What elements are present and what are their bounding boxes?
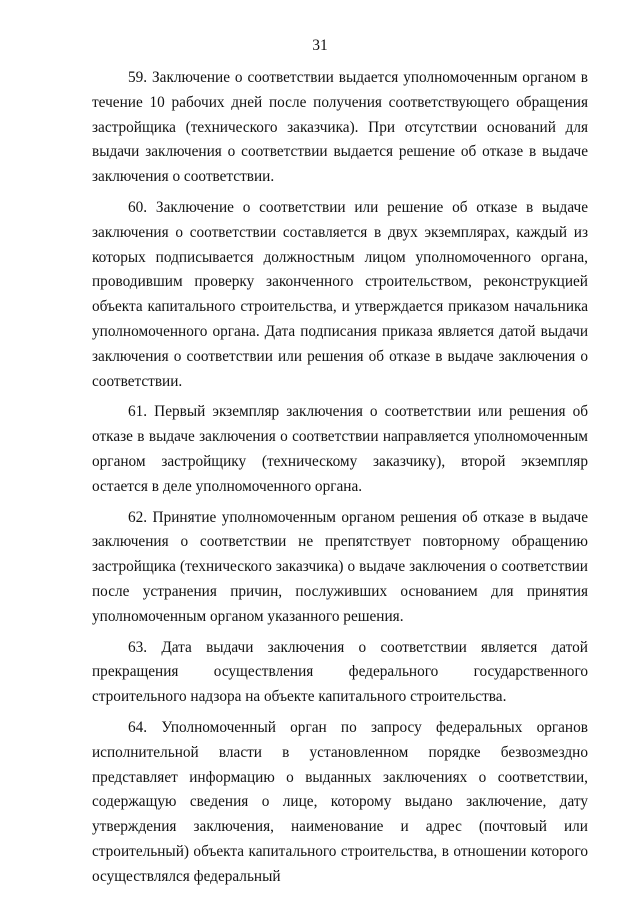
document-body	[92, 66, 588, 896]
paragraph-60: 60. Заключение о соответствии или решение об отказе в выдаче заключения о соответствии составляется в двух экземплярах, каждый из которых подписывается должностным лицом уполномоченного органа, проводившим проверку законченного строительством, реконструкцией объекта капитального строительства, и утверждается приказом начальника уполномоченного органа. Дата подписания приказа является датой выдачи заключения о соответствии или решения об отказе в выдаче заключения о соответствии.	[92, 198, 588, 390]
page-number: 31	[312, 37, 328, 54]
paragraph-62: 62. Принятие уполномоченным органом решения об отказе в выдаче заключения о соответствии не препятствует повторному обращению застройщика (технического заказчика) о выдаче заключения о соответствии после устранения причин, послуживших основанием для принятия уполномоченным органом указанного решения.	[92, 508, 588, 625]
paragraph-59: 59. Заключение о соответствии выдается уполномоченным органом в течение 10 рабочих дней после получения соответствующего обращения застройщика (технического заказчика). При отсутствии оснований для выдачи заключения о соответствии выдается решение об отказе в выдаче заключения о соответствии.	[92, 69, 588, 186]
paragraph-64: 64. Уполномоченный орган по запросу федеральных органов исполнительной власти в установленном порядке безвозмездно представляет информацию о выданных заключениях о соответствии, содержащую сведения о лице, которому выдано заключение, дату утверждения заключения, наименование и адрес (почтовый или строительный) объекта капитального строительства, в отношении которого осуществлялся федеральный	[92, 718, 588, 885]
paragraph-63: 63. Дата выдачи заключения о соответствии является датой прекращения осуществления федерального государственного строительного надзора на объекте капитального строительства.	[92, 638, 588, 706]
paragraph-61: 61. Первый экземпляр заключения о соответствии или решения об отказе в выдаче заключения о соответствии направляется уполномоченным органом застройщику (техническому заказчику), второй экземпляр остается в деле уполномоченного органа.	[92, 403, 588, 495]
